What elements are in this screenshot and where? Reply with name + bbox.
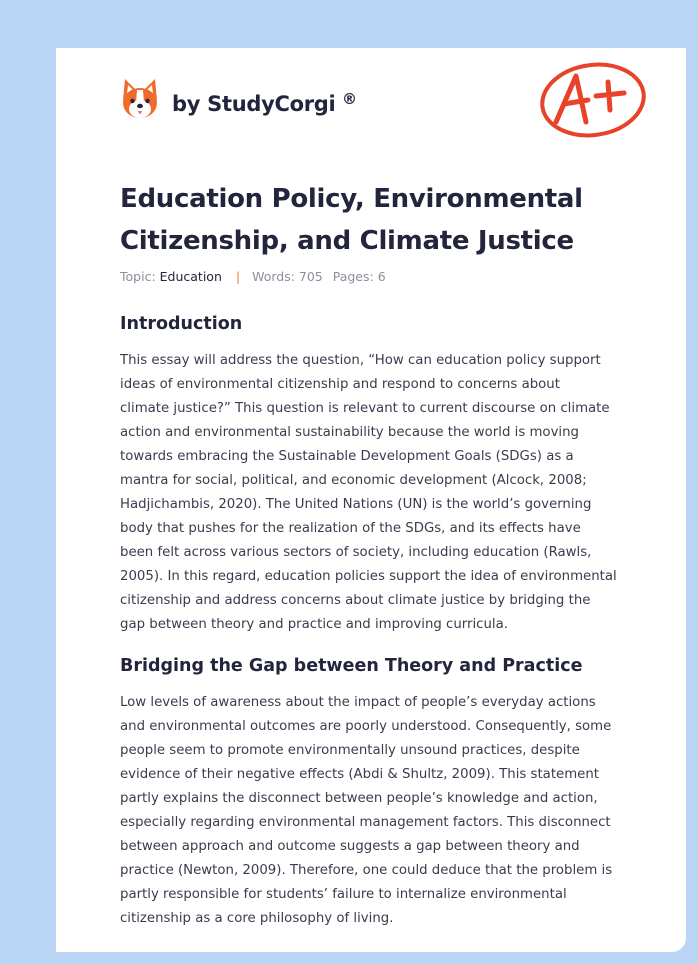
paragraph-line: towards embracing the Sustainable Development Goals (SDGs) as a: [120, 449, 574, 464]
registered-mark: ®: [342, 90, 357, 108]
paragraph-line: body that pushes for the realization of the SDGs, and its effects have: [120, 521, 581, 536]
paragraph-line: practice (Newton, 2009). Therefore, one could deduce that the problem is: [120, 863, 613, 878]
paragraph-line: 2005). In this regard, education policies support the idea of environmental: [120, 569, 617, 584]
paragraph-line: people seem to promote environmentally unsound practices, despite: [120, 743, 580, 758]
paragraph-line: evidence of their negative effects (Abdi & Shultz, 2009). This statement: [120, 767, 599, 782]
paragraph-line: between approach and outcome suggests a gap between theory and: [120, 839, 580, 854]
section-heading-introduction: Introduction: [120, 314, 243, 334]
paragraph-line: gap between theory and practice and improving curricula.: [120, 617, 508, 632]
paragraph-line: Low levels of awareness about the impact of people’s everyday actions: [120, 695, 596, 710]
paragraph-line: citizenship and address concerns about climate justice by bridging the: [120, 593, 591, 608]
meta-separator: |: [235, 269, 241, 284]
paragraph-line: mantra for social, political, and economic development (Alcock, 2008;: [120, 473, 587, 488]
essay-meta: [120, 269, 386, 284]
word-count: Words: 705: [252, 269, 323, 284]
topic-label: Topic:: [120, 269, 156, 284]
paragraph-line: partly explains the disconnect between people’s knowledge and action,: [120, 791, 598, 806]
paragraph-line: and environmental outcomes are poorly understood. Consequently, some: [120, 719, 612, 734]
paragraph-line: Hadjichambis, 2020). The United Nations (UN) is the world’s governing: [120, 497, 592, 512]
paragraph-bridging-the-gap: [120, 691, 640, 931]
studycorgi-logo[interactable]: [120, 78, 357, 120]
paragraph-line: been felt across various sectors of society, including education (Rawls,: [120, 545, 592, 560]
paragraph-line: ideas of environmental citizenship and respond to concerns about: [120, 377, 560, 392]
a-plus-grade-stamp: [538, 60, 648, 140]
essay-card: [56, 48, 686, 952]
section-heading-bridging-the-gap: Bridging the Gap between Theory and Practice: [120, 656, 583, 676]
paragraph-line: action and environmental sustainability because the world is moving: [120, 425, 579, 440]
topic-value-link[interactable]: Education: [159, 269, 222, 284]
page-count: Pages: 6: [332, 269, 386, 284]
paragraph-line: partly responsible for students’ failure to internalize environmental: [120, 887, 567, 902]
corgi-logo-icon: [120, 78, 160, 120]
grade-text: A+: [538, 60, 540, 61]
paragraph-line: especially regarding environmental management factors. This disconnect: [120, 815, 611, 830]
essay-title: Education Policy, Environmental Citizenship, and Climate Justice: [120, 184, 583, 256]
paragraph-line: climate justice?” This question is relevant to current discourse on climate: [120, 401, 610, 416]
paragraph-introduction: [120, 349, 640, 637]
paragraph-line: This essay will address the question, “How can education policy support: [120, 353, 601, 368]
paragraph-line: citizenship as a core philosophy of living.: [120, 911, 394, 926]
brand-name: by StudyCorgi: [172, 92, 336, 116]
